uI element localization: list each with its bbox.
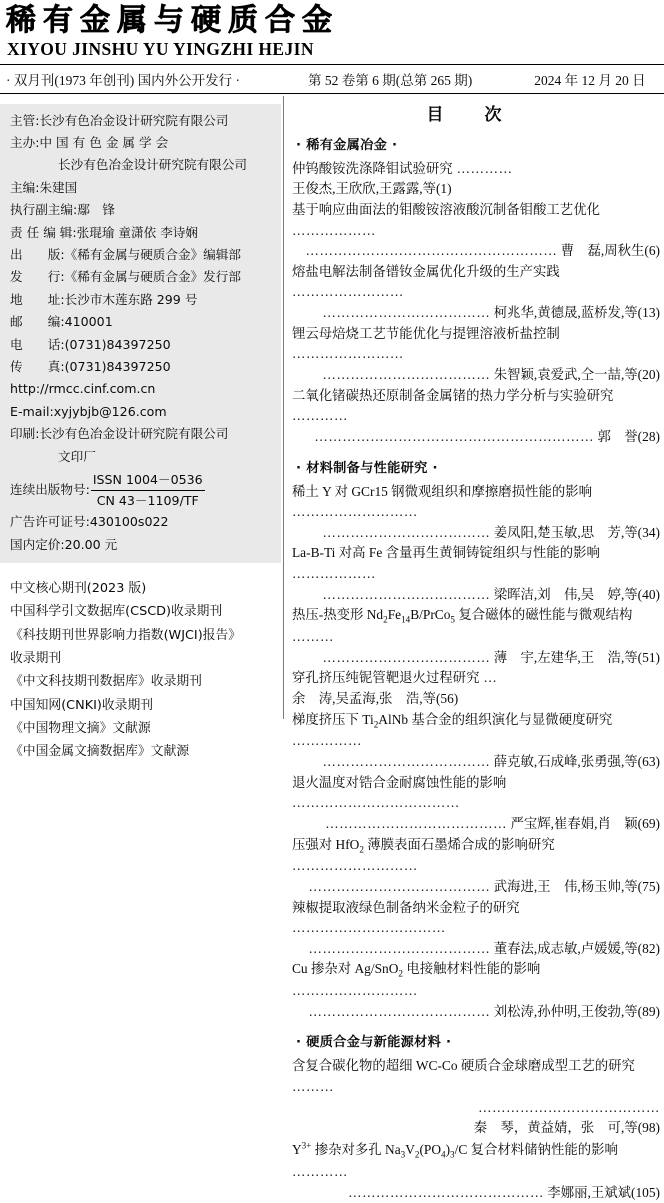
imprint-row [10,222,275,244]
issue-info-line [0,65,664,93]
toc-entry-line-1 [292,959,660,1001]
imprint-row [10,423,275,445]
toc-entry-line-2 [292,752,660,773]
imprint-value: 朱建国 [39,179,78,195]
toc-entry-title: 熔盐电解法制备镨钕金属优化升级的生产实践 [292,263,560,279]
page-body [0,94,664,1200]
toc-entry-line-2 [292,814,660,835]
toc-entry-line-2 [292,1002,660,1023]
toc-entry-authors: 刘松涛,孙仲明,王俊勃,等(89) [490,1003,660,1019]
toc-entry[interactable] [292,1139,660,1203]
toc-entry-line-1 [292,710,660,752]
toc-entry-title: La-B-Ti 对高 Fe 含量再生黄铜铸锭组织与性能的影响 [292,545,600,561]
toc-leader-dots: ……………………………… [322,367,491,382]
indexing-item: 《中国金属文摘数据库》文献源 [10,744,190,760]
imprint-row [10,244,275,266]
toc-leader-dots: …………… [292,733,362,749]
toc-entry[interactable] [292,543,660,605]
masthead [0,0,664,94]
imprint-row [10,378,275,400]
imprint-label: 电 话: [10,336,65,352]
toc-entry-line-2 [292,427,660,448]
imprint-value: E-mail:xyjybjb@126.com [10,403,167,419]
toc-entry-authors: 余 涛,吴孟海,张 浩,等(56) [292,691,459,707]
toc-entry-authors: 梁晖洁,刘 伟,吴 婷,等(40) [490,586,660,602]
toc-entry-line-2 [292,1098,660,1139]
indexing-item: 《科技期刊世界影响力指数(WJCI)报告》 [10,627,242,643]
imprint-value: 长沙有色冶金设计研究院有限公司 [39,112,229,128]
toc-leader-dots: ……………………………… [322,586,491,602]
toc-entry-line-2 [292,648,660,669]
imprint-row [10,289,275,311]
toc-entry-line-2 [292,523,660,544]
imprint-row [10,177,275,199]
imprint-value: (0731)84397250 [64,359,171,375]
imprint-label: 国内定价: [10,536,65,552]
toc-leader-dots: …………………… [292,346,404,362]
indexing-item: 《中文科技期刊数据库》收录期刊 [10,674,202,690]
toc-entry-line-1 [292,898,660,939]
toc-leader-dots: ………………………………… [308,940,491,956]
serial-number-label: 连续出版物号: [10,482,90,498]
toc-entry[interactable] [292,482,660,544]
toc-entry-line-2 [292,1183,660,1203]
imprint-row [10,199,275,221]
imprint-row [10,534,275,556]
toc-entry-line-1 [292,543,660,584]
toc-leader-dots: ……… [292,629,334,645]
imprint-label: 出 版: [10,247,65,263]
toc-entry-line-1 [292,262,660,303]
toc-entry-authors: 柯兆华,黄德晟,蓝桥发,等(13) [490,305,660,321]
toc-entry-title: 基于响应曲面法的钼酸铵溶液酸沉制备钼酸工艺优化 [292,201,600,217]
imprint-label: 邮 编: [10,314,65,330]
toc-section-heading: · 稀有金属冶金 · [296,137,398,153]
imprint-value: 410001 [64,314,113,330]
imprint-value: 430100s022 [89,514,169,530]
toc-leader-dots: ……………………… [292,858,418,874]
imprint-row [10,154,275,176]
toc-entry-line-1 [292,605,660,647]
journal-title-chinese: 稀有金属与硬质合金 [6,3,339,38]
toc-section-heading: · 材料制备与性能研究 · [296,460,438,476]
toc-entry-line-1 [292,324,660,365]
toc-entry-title: 二氧化锗碳热还原制备金属锗的热力学分析与实验研究 [292,387,614,403]
toc-leader-dots: ………………………………… [478,1099,660,1115]
toc-leader-dots: ………… [292,1164,348,1180]
toc-entry-authors: 郭 誉(28) [594,428,660,444]
toc-entry-title: 退火温度对锆合金耐腐蚀性能的影响 [292,774,507,790]
toc-entry-title: 辣椒提取液绿色制备纳米金粒子的研究 [292,899,520,915]
toc-entry[interactable] [292,262,660,324]
indexing-item: 中国知网(CNKI)收录期刊 [10,697,154,713]
toc-leader-dots: ……………………………… [292,795,460,811]
toc-entry-authors: 董春法,成志敏,卢媛媛,等(82) [490,940,660,956]
toc-entry-line-1 [292,1056,660,1097]
toc-heading: 目 次 [426,104,514,125]
imprint-row [10,446,275,468]
toc-entry-title: $Y^{3+}$ 掺杂对多孔 $Na_3V_2(PO_4)_3/C$ 复合材料储钠性能的影响 [292,1140,618,1161]
imprint-row [10,311,275,333]
imprint-row [10,356,275,378]
imprint-label: 印刷: [10,426,40,442]
imprint-row [10,511,275,533]
toc-leader-dots: ……………………………… [322,305,491,321]
toc-entry-authors: 王俊杰,王欣欣,王露露,等(1) [292,181,452,197]
toc-leader-dots: … [479,670,498,686]
toc-entry-authors: 严宝辉,崔春娟,肖 颖(69) [507,815,660,831]
toc-leader-dots: ……………………… [292,504,418,520]
imprint-label: 广告许可证号: [10,514,90,530]
publication-frequency: · 双月刊(1973 年创刊) 国内外公开发行 · [6,72,240,88]
toc-entry-line-1 [292,1139,660,1183]
serial-number-row [10,471,275,509]
toc-entry-title: 稀土 Y 对 GCr15 钢微观组织和摩擦磨损性能的影响 [292,483,593,499]
indexing-item: 中国科学引文数据库(CSCD)收录期刊 [10,604,223,620]
journal-title-pinyin: XIYOU JINSHU YU YINGZHI HEJIN [7,38,314,59]
imprint-value: 鄢 锋 [77,202,115,218]
imprint-value: 《稀有金属与硬质合金》发行部 [64,269,241,285]
toc-leader-dots: ……………………… [292,983,418,999]
toc-leader-dots: ……………………………… [322,524,491,540]
toc-leader-dots: ……………………………… [322,649,491,665]
toc-entry-line-1 [292,835,660,877]
imprint-value: 长沙市木莲东路 299 号 [64,291,198,307]
imprint-value: (0731)84397250 [64,336,171,352]
issn-value: ISSN 1004－0536 [91,471,205,491]
indexing-item: 《中国物理文摘》文献源 [10,720,151,736]
toc-entry[interactable] [292,324,660,386]
imprint-row [10,132,275,154]
imprint-label: 发 行: [10,269,65,285]
toc-entry-title: 含复合碳化物的超细 WC-Co 硬质合金球磨成型工艺的研究 [292,1058,635,1074]
toc-leader-dots: …………………… [292,284,404,300]
toc-leader-dots: …………………………………………………… [314,428,595,444]
toc-leader-dots: ……………… [292,566,376,582]
toc-leader-dots: ………… [292,408,348,424]
toc-entry-line-1 [292,668,660,709]
toc-entry[interactable] [292,898,660,960]
toc-entry-authors: 姜凤阳,楚玉敏,思 芳,等(34) [490,524,660,540]
toc-leader-dots: ……… [292,1079,334,1095]
toc-entry-title: 压强对 HfO$_2$ 薄膜表面石墨烯合成的影响研究 [292,836,555,855]
toc-leader-dots: ………… [452,160,513,176]
imprint-row [10,401,275,423]
toc-entry[interactable] [292,1056,660,1139]
toc-leader-dots: ………………………………… [308,1003,491,1019]
toc-entry-authors: 曹 磊,周秋生(6) [557,243,660,259]
toc-leader-dots: ……………………………………………… [305,243,558,259]
imprint-row [10,110,275,132]
toc-entry-line-2 [292,939,660,960]
toc-entry-line-2 [292,877,660,898]
toc-entry-authors: 朱智颖,袁爱武,仝一喆,等(20) [490,367,660,382]
toc-entry-authors: 薄 宇,左建华,王 浩,等(51) [490,649,660,665]
table-of-contents-column [284,94,664,1200]
imprint-value: 长沙有色冶金设计研究院有限公司 [39,426,229,442]
imprint-panel [0,104,281,564]
indexing-item: 收录期刊 [10,651,62,666]
toc-entry-line-2 [292,303,660,324]
imprint-label: 主办: [10,135,40,150]
toc-entry-line-2 [292,241,660,262]
serial-number-fraction [91,471,205,509]
toc-entry[interactable] [292,386,660,448]
toc-entry-authors: 李娜丽,王斌斌(105) [543,1184,660,1200]
toc-entry[interactable] [292,668,660,709]
toc-leader-dots: …………………………………… [348,1184,544,1200]
toc-leader-dots: ………………………………… [325,815,508,831]
toc-section-heading: · 硬质合金与新能源材料 · [296,1035,452,1051]
toc-entry-line-1 [292,386,660,427]
toc-entry-title: Cu 掺杂对 Ag/SnO$_2$ 电接触材料性能的影响 [292,961,541,980]
cn-value: CN 43－1109/TF [96,492,199,508]
imprint-value: 文印厂 [58,448,96,464]
toc-entry-title: 梯度挤压下 $Ti_2AlNb$ 基合金的组织演化与显微硬度研究 [292,711,613,730]
imprint-row [10,334,275,356]
toc-entry-line-1 [292,482,660,523]
toc-entry-line-2 [292,585,660,606]
imprint-label: 主编: [10,179,40,195]
toc-entry-line-1 [292,200,660,241]
imprint-label: 责 任 编 辑: [10,224,77,240]
toc-entry-line-1 [292,159,660,200]
toc-leader-dots: ……………………………… [322,753,491,769]
imprint-value: 《稀有金属与硬质合金》编辑部 [64,247,241,263]
volume-issue-number: 第 52 卷第 6 期(总第 265 期) [307,72,473,88]
imprint-value: 长沙有色冶金设计研究院有限公司 [58,157,247,173]
imprint-label: 主管: [10,112,40,128]
imprint-label: 地 址: [10,291,65,307]
toc-entry-title: 仲钨酸铵洗涤降钼试验研究 [292,160,453,176]
toc-entry[interactable] [292,710,660,773]
toc-leader-dots: …………………………… [292,920,446,936]
imprint-row [10,266,275,288]
toc-entry[interactable] [292,159,660,200]
imprint-value: 20.00 元 [64,536,118,552]
toc-entry[interactable] [292,200,660,262]
imprint-label: 传 真: [10,359,65,375]
toc-entry-line-1 [292,773,660,814]
toc-entry[interactable] [292,773,660,835]
toc-entry-title: 热压-热变形 $Nd_2Fe_{14}B/PrCo_5$ 复合磁体的磁性能与微观结构 [292,607,633,626]
toc-leader-dots: ………………………………… [308,878,491,894]
toc-entry-title: 锂云母焙烧工艺节能优化与提锂溶液析盐控制 [292,325,560,341]
toc-entry[interactable] [292,605,660,668]
toc-entry-title: 穿孔挤压纯铌管靶退火过程研究 [292,670,480,686]
imprint-value: 中 国 有 色 金 属 学 会 [39,135,169,150]
toc-entry-authors: 武海进,王 伟,杨玉帅,等(75) [490,878,660,894]
imprint-column [0,94,283,760]
toc-entry[interactable] [292,835,660,898]
toc-entry-authors: 薛克敏,石成峰,张勇强,等(63) [490,753,660,769]
indexing-item: 中文核心期刊(2023 版) [10,581,147,597]
publication-date: 2024 年 12 月 20 日 [534,72,646,88]
toc-leader-dots: ……………… [292,222,376,238]
toc-entry-authors: 秦 琴，黄益婧，张 可,等(98) [473,1120,660,1136]
toc-entry-line-2 [292,365,660,386]
toc-entry[interactable] [292,959,660,1022]
imprint-value: 张琨瑜 童潇依 李诗娴 [76,224,198,240]
imprint-label: 执行副主编: [10,202,78,218]
indexing-list [0,563,283,763]
imprint-value: http://rmcc.cinf.com.cn [10,381,156,397]
